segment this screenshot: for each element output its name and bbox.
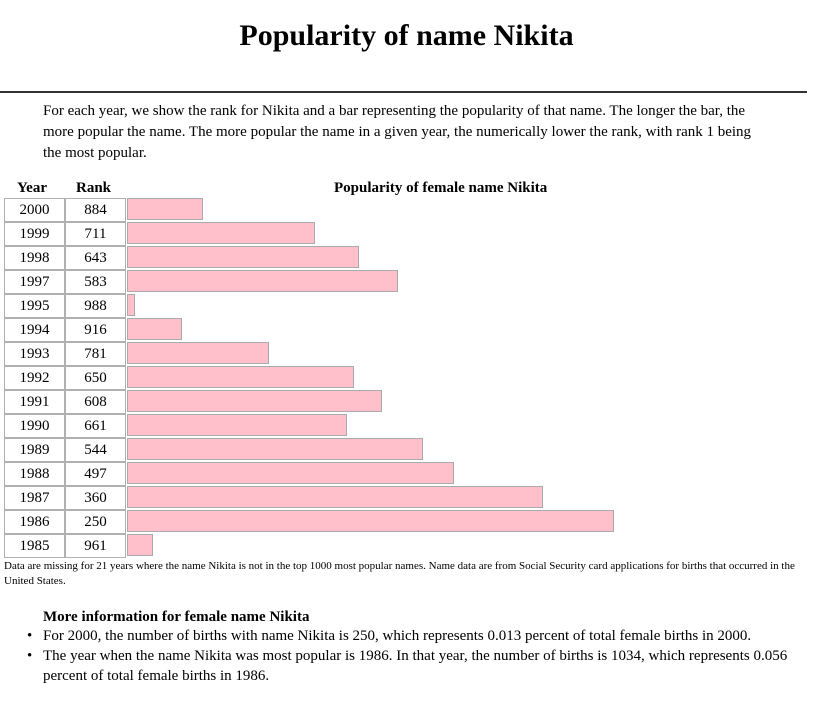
year-cell: 1990 [4,414,65,438]
more-info-item-text: The year when the name Nikita was most popular is 1986. In that year, the number of births is 1034, which represents 0.056 percent of total female births in 1986. [43,648,788,684]
rank-cell: 650 [65,366,126,390]
rank-cell: 360 [65,486,126,510]
rank-cell: 961 [65,534,126,558]
popularity-bar [127,198,203,220]
rank-cell: 544 [65,438,126,462]
rank-cell: 884 [65,198,126,222]
popularity-bar [127,366,354,388]
rank-cell: 497 [65,462,126,486]
rank-cell: 988 [65,294,126,318]
more-info-item [26,626,806,646]
year-cell: 1989 [4,438,65,462]
popularity-bar [127,510,614,532]
bullet-icon: • [27,648,33,664]
popularity-bar [127,390,382,412]
rank-column-header: Rank [76,180,112,196]
more-info-item [26,646,806,686]
year-cell: 1993 [4,342,65,366]
year-column-header: Year [17,180,47,196]
rank-cell: 781 [65,342,126,366]
popularity-bar [127,438,423,460]
more-info-title: More information for female name Nikita [43,609,310,625]
year-cell: 1986 [4,510,65,534]
year-cell: 1991 [4,390,65,414]
year-cell: 1987 [4,486,65,510]
title-divider [0,91,807,93]
rank-cell: 608 [65,390,126,414]
more-info-list [26,626,806,686]
year-cell: 1988 [4,462,65,486]
page-title: Popularity of name Nikita [239,19,574,52]
chart-title: Popularity of female name Nikita [334,180,548,196]
popularity-bar [127,294,135,316]
rank-cell: 661 [65,414,126,438]
rank-cell: 916 [65,318,126,342]
year-cell: 1998 [4,246,65,270]
rank-cell: 711 [65,222,126,246]
popularity-bar [127,222,315,244]
bullet-icon: • [27,628,33,644]
year-cell: 1992 [4,366,65,390]
footnote: Data are missing for 21 years where the name Nikita is not in the top 1000 most popular names. Name data are from Social Security card applications for births that occurred in the United States. [4,560,795,587]
popularity-bar [127,270,398,292]
popularity-bar [127,534,153,556]
year-cell: 1995 [4,294,65,318]
popularity-bar [127,462,454,484]
year-cell: 1994 [4,318,65,342]
popularity-bar [127,342,269,364]
rank-cell: 643 [65,246,126,270]
more-info-item-text: For 2000, the number of births with name Nikita is 250, which represents 0.013 percent of total female births in 2000. [43,628,752,644]
intro-text: For each year, we show the rank for Nikita and a bar representing the popularity of that name. The longer the bar, the more popular the name. The more popular the name in a given year, the numerically lower the rank, with rank 1 being the most popular. [43,103,752,161]
year-cell: 1997 [4,270,65,294]
popularity-bar [127,318,182,340]
rank-cell: 583 [65,270,126,294]
year-cell: 1999 [4,222,65,246]
year-cell: 1985 [4,534,65,558]
popularity-bar [127,414,347,436]
year-cell: 2000 [4,198,65,222]
rank-cell: 250 [65,510,126,534]
popularity-bar [127,486,543,508]
popularity-bar [127,246,359,268]
